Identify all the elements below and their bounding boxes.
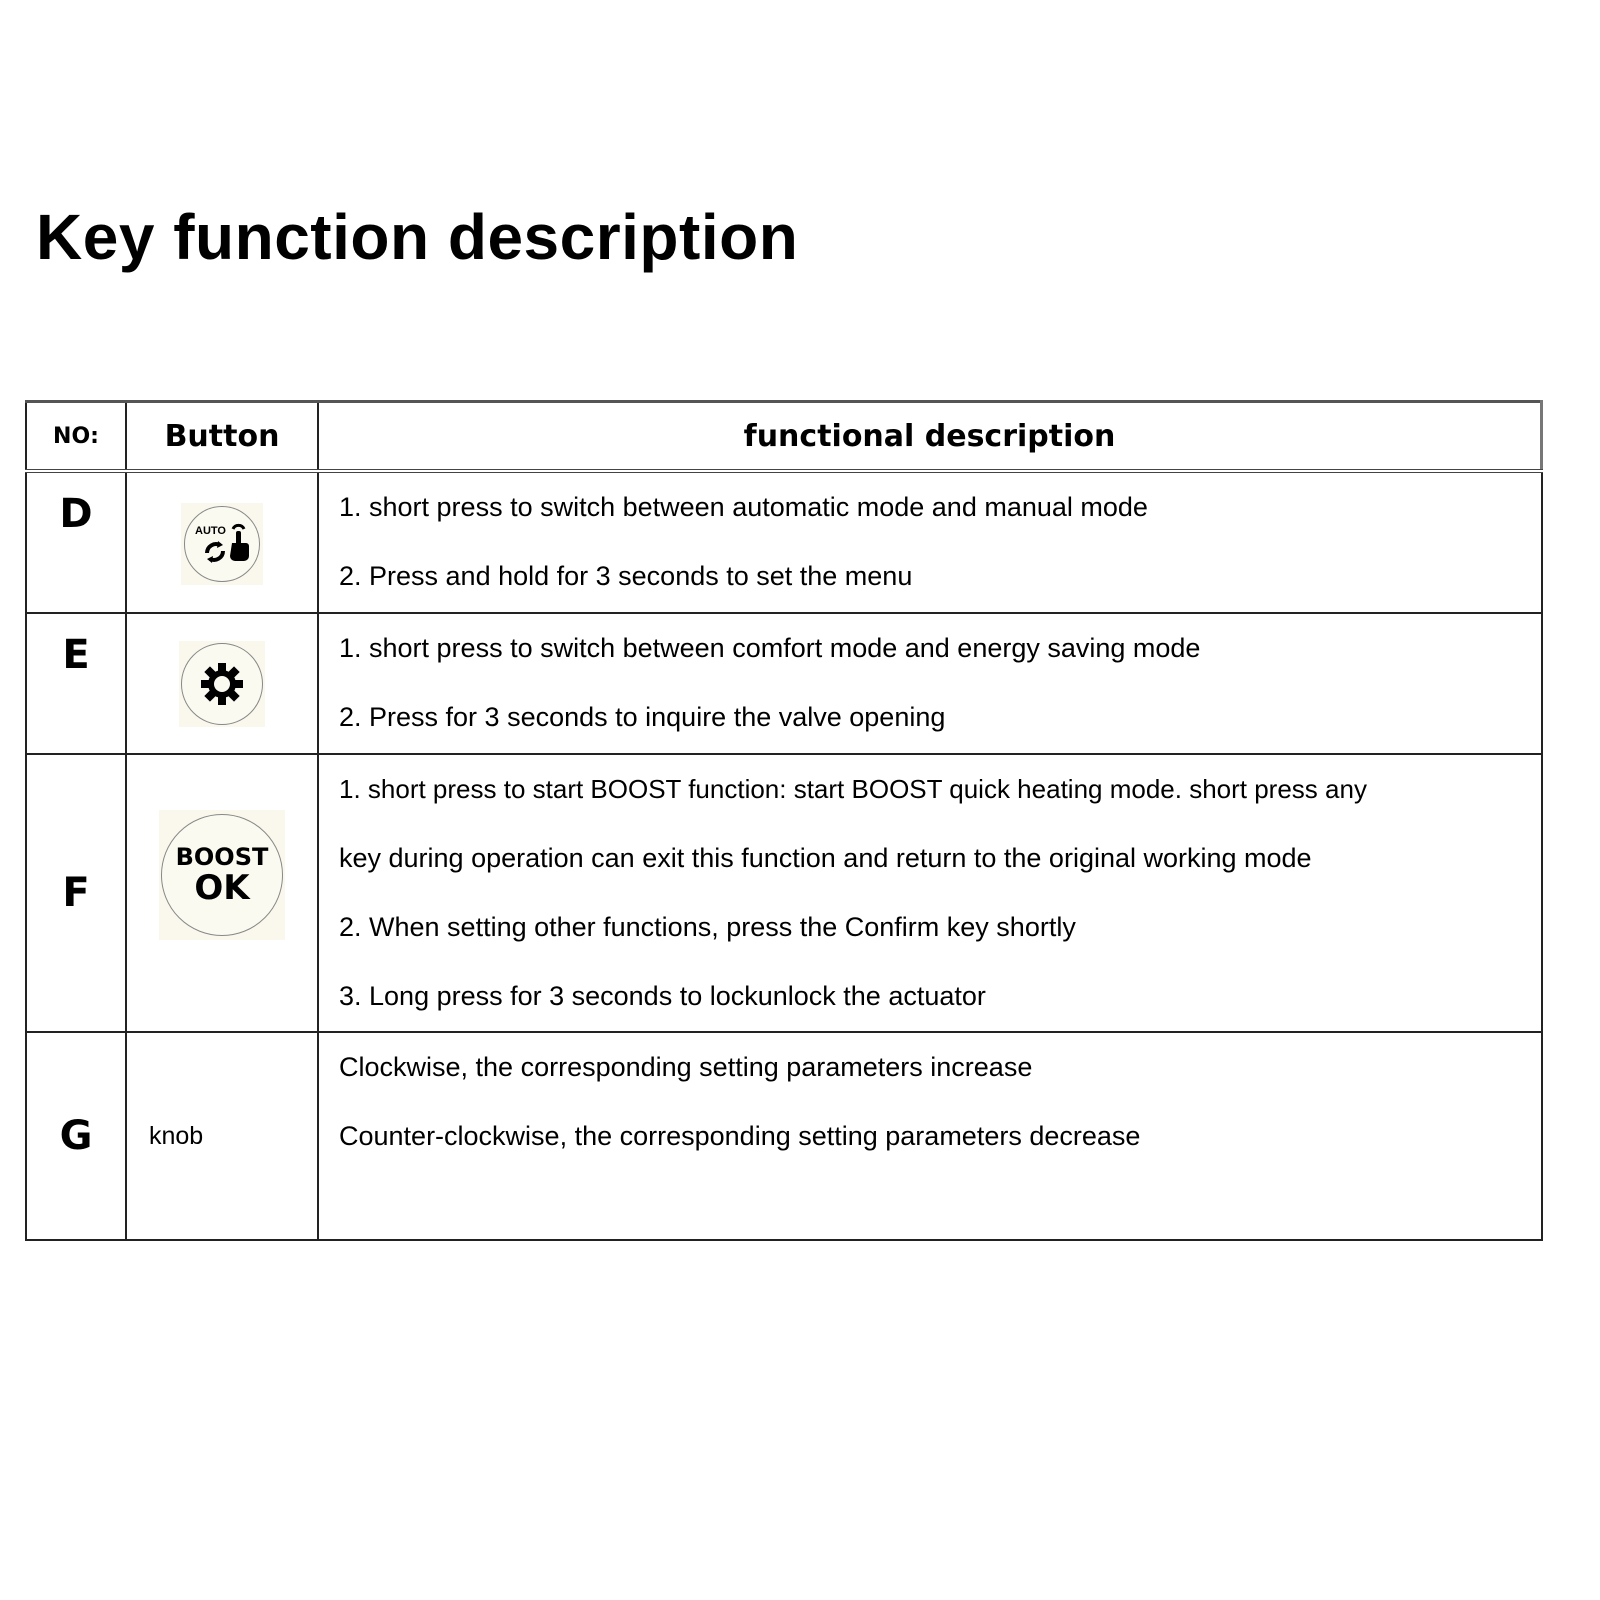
row-number (26, 1032, 126, 1240)
page-title: Key function description (36, 201, 799, 273)
table-row-g (26, 1032, 1542, 1240)
row-no-label: F (62, 870, 90, 916)
description-line: 2. Press for 3 seconds to inquire the valve opening (339, 702, 946, 732)
gear-icon (181, 643, 263, 725)
row-number (26, 471, 126, 613)
button-cell (126, 471, 318, 613)
row-no-label: D (59, 491, 93, 537)
description-cell (318, 471, 1542, 613)
description-cell (318, 613, 1542, 754)
gear-glyph (197, 659, 247, 709)
refresh-hand-glyph (185, 507, 259, 581)
ok-label: OK (194, 868, 250, 908)
row-number (26, 613, 126, 754)
description-line: 1. short press to start BOOST function: start BOOST quick heating mode. short press any (339, 774, 1367, 804)
description-cell (318, 1032, 1542, 1240)
boost-label: BOOST (175, 843, 269, 871)
description-line: 2. Press and hold for 3 seconds to set the menu (339, 561, 913, 591)
description-line: 1. short press to switch between comfort mode and energy saving mode (339, 633, 1201, 663)
description-cell (318, 754, 1542, 1032)
description-line: Counter-clockwise, the corresponding setting parameters decrease (339, 1121, 1141, 1151)
key-function-table (25, 400, 1543, 1241)
description-line: key during operation can exit this function and return to the original working mode (339, 843, 1312, 873)
row-no-label: G (59, 1113, 93, 1159)
button-cell-knob: knob (126, 1032, 318, 1240)
row-number (26, 754, 126, 1032)
auto-icon-text: AUTO (195, 524, 226, 537)
table-row-e (26, 613, 1542, 754)
table-row-f (26, 754, 1542, 1032)
table-row-d (26, 471, 1542, 613)
row-no-label: E (62, 632, 90, 678)
button-cell (126, 754, 318, 1032)
description-line: 1. short press to switch between automatic mode and manual mode (339, 492, 1148, 522)
header-no: NO: (26, 402, 126, 472)
boost-ok-icon (161, 814, 283, 936)
button-cell (126, 613, 318, 754)
auto-hand-icon (184, 506, 260, 582)
description-line: Clockwise, the corresponding setting parameters increase (339, 1052, 1033, 1082)
header-button: Button (126, 402, 318, 472)
table-header-row (26, 402, 1542, 472)
description-line: 2. When setting other functions, press the Confirm key shortly (339, 912, 1076, 942)
header-description: functional description (318, 402, 1542, 472)
description-line: 3. Long press for 3 seconds to lockunlock the actuator (339, 981, 986, 1011)
